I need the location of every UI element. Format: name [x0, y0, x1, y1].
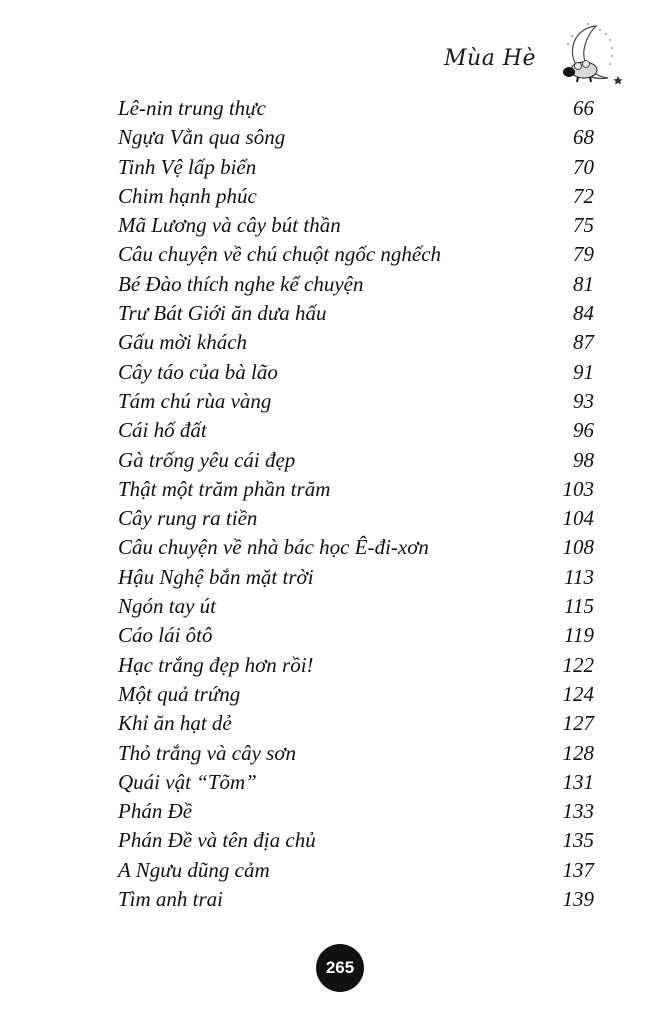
- toc-entry: [118, 768, 594, 797]
- toc-entry: [118, 416, 594, 445]
- toc-entry: [118, 446, 594, 475]
- toc-entry-title: Phán Đề: [118, 799, 193, 824]
- running-header: [420, 18, 640, 88]
- toc-entry: [118, 826, 594, 855]
- toc-entry: [118, 387, 594, 416]
- toc-entry-page: 66: [573, 96, 594, 120]
- toc-entry-page: 79: [573, 242, 594, 267]
- toc-entry: [118, 651, 594, 680]
- toc-entry-page: 128: [562, 740, 594, 765]
- toc-entry-title: Thỏ trắng và cây sơn: [118, 740, 297, 765]
- toc-entry-title: A Ngưu dũng cảm: [118, 857, 270, 882]
- toc-entry-title: Phán Đề và tên địa chủ: [118, 828, 316, 853]
- toc-entry: [118, 94, 594, 123]
- toc-entry-title: Cây rung ra tiền: [118, 506, 258, 531]
- toc-entry: [118, 621, 594, 650]
- page-number-badge: [316, 944, 364, 992]
- toc-entry-title: Thật một trăm phần trăm: [118, 476, 331, 501]
- toc-entry-page: 91: [573, 359, 594, 384]
- toc-entry: [118, 856, 594, 885]
- toc-entry-page: 122: [562, 652, 594, 677]
- toc-entry-title: Tinh Vệ lấp biển: [118, 154, 257, 179]
- toc-entry-page: 84: [573, 301, 594, 326]
- toc-entry: [118, 240, 594, 269]
- toc-entry-title: Khỉ ăn hạt dẻ: [118, 711, 232, 736]
- toc-entry-title: Ngựa Vằn qua sông: [118, 125, 286, 150]
- toc-entry-title: Một quả trứng: [118, 681, 241, 706]
- toc-entry-page: 119: [564, 623, 594, 648]
- toc-entry-page: 98: [573, 447, 594, 472]
- toc-entry: [118, 739, 594, 768]
- toc-entry-page: 124: [562, 681, 594, 706]
- toc-entry: [118, 299, 594, 328]
- toc-entry-title: Gấu mời khách: [118, 330, 248, 355]
- toc-entry: [118, 885, 594, 914]
- toc-entry-page: 72: [573, 183, 594, 208]
- toc-entry: [118, 153, 594, 182]
- toc-entry: [118, 270, 594, 299]
- toc-entry-page: 108: [562, 535, 594, 560]
- toc-entry-page: 81: [573, 271, 594, 296]
- toc-entry-page: 137: [562, 857, 594, 882]
- toc-entry-page: 103: [562, 476, 594, 501]
- toc-entry-title: Hậu Nghệ bắn mặt trời: [118, 564, 314, 589]
- toc-entry-title: Lê-nin trung thực: [118, 96, 266, 120]
- toc-entry-page: 70: [573, 154, 594, 179]
- toc-entry-page: 87: [573, 330, 594, 355]
- toc-entry: [118, 182, 594, 211]
- toc-entry-title: Câu chuyện về nhà bác học Ê-đi-xơn: [118, 535, 429, 560]
- toc-entry-title: Gà trống yêu cái đẹp: [118, 447, 296, 472]
- toc-entry-page: 131: [562, 769, 594, 794]
- toc-entry: [118, 592, 594, 621]
- toc-entry: [118, 797, 594, 826]
- toc-entry-page: 104: [562, 506, 594, 531]
- moon-sheep-emblem-icon: [538, 18, 628, 88]
- toc-entry: [118, 475, 594, 504]
- toc-entry-title: Chim hạnh phúc: [118, 183, 257, 208]
- toc-entry-page: 68: [573, 125, 594, 150]
- toc-entry-title: Tìm anh trai: [118, 887, 224, 912]
- toc-entry-page: 113: [564, 564, 594, 589]
- page-number: 265: [325, 958, 355, 977]
- table-of-contents: [118, 94, 594, 914]
- toc-entry-title: Trư Bát Giới ăn dưa hấu: [118, 301, 327, 326]
- toc-entry-title: Quái vật “Tõm”: [118, 769, 257, 794]
- toc-entry-title: Cây táo của bà lão: [118, 359, 278, 384]
- toc-entry-title: Tám chú rùa vàng: [118, 388, 272, 413]
- toc-entry: [118, 358, 594, 387]
- toc-entry-page: 127: [562, 711, 594, 736]
- toc-entry-title: Bé Đào thích nghe kể chuyện: [118, 271, 364, 296]
- toc-entry: [118, 211, 594, 240]
- toc-entry-title: Câu chuyện về chú chuột ngốc nghếch: [118, 242, 442, 267]
- toc-entry: [118, 533, 594, 562]
- toc-entry: [118, 123, 594, 152]
- toc-entry: [118, 709, 594, 738]
- toc-entry-title: Hạc trắng đẹp hơn rồi!: [118, 652, 314, 677]
- toc-entry: [118, 680, 594, 709]
- toc-entry-title: Cái hố đất: [118, 418, 207, 443]
- toc-entry-page: 96: [573, 418, 594, 443]
- toc-entry-page: 133: [562, 799, 594, 824]
- toc-entry: [118, 328, 594, 357]
- toc-entry-page: 135: [562, 828, 594, 853]
- toc-entry-title: Cáo lái ôtô: [118, 623, 213, 648]
- toc-entry-page: 139: [562, 887, 594, 912]
- toc-entry-title: Mã Lương và cây bút thần: [118, 213, 341, 238]
- toc-entry: [118, 504, 594, 533]
- toc-entry-page: 75: [573, 213, 594, 238]
- toc-entry: [118, 563, 594, 592]
- toc-entry-page: 115: [564, 594, 594, 619]
- toc-entry-title: Ngón tay út: [118, 594, 216, 619]
- running-header-title: Mùa Hè: [444, 46, 537, 71]
- toc-entry-page: 93: [573, 388, 594, 413]
